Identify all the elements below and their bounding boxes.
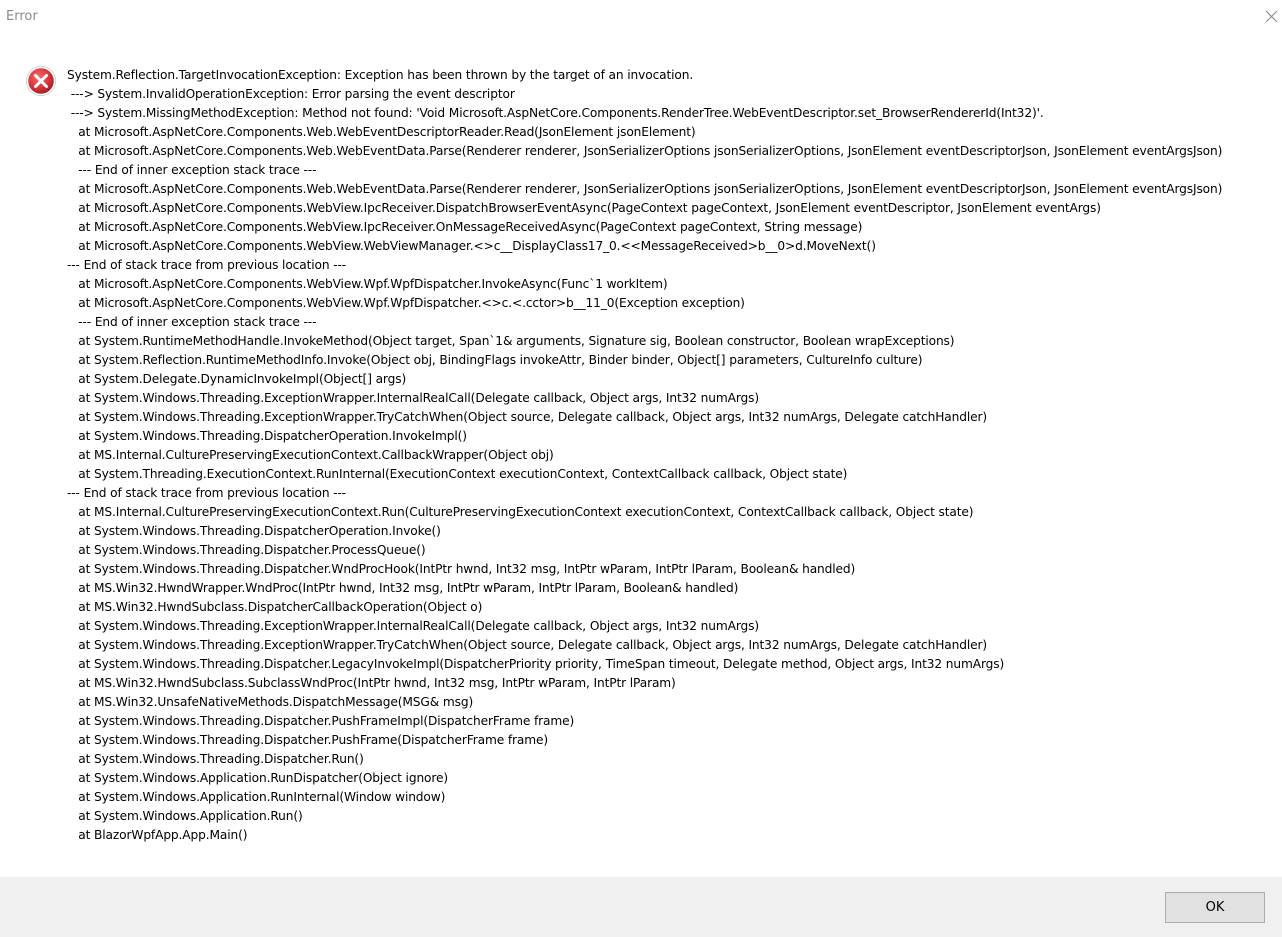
message-line: at MS.Internal.CulturePreservingExecutionContext.Run(CulturePreservingExecutionContext executionContext, ContextCallback callback, Object state)	[67, 505, 974, 519]
message-line: --- End of inner exception stack trace ---	[67, 163, 317, 177]
message-line: at Microsoft.AspNetCore.Components.WebView.WebViewManager.<>c__DisplayClass17_0.<<MessageReceived>b__0>d.MoveNext()	[67, 239, 876, 253]
ok-button[interactable]: OK	[1165, 892, 1265, 923]
error-icon	[25, 65, 57, 97]
message-line: at MS.Win32.HwndWrapper.WndProc(IntPtr hwnd, Int32 msg, IntPtr wParam, IntPtr lParam, Boolean& handled)	[67, 581, 739, 595]
dialog-content	[0, 34, 1282, 877]
message-line: at MS.Win32.UnsafeNativeMethods.DispatchMessage(MSG& msg)	[67, 695, 474, 709]
message-line: at System.Windows.Threading.Dispatcher.WndProcHook(IntPtr hwnd, Int32 msg, IntPtr wParam, IntPtr lParam, Boolean& handled)	[67, 562, 856, 576]
message-line: at MS.Win32.HwndSubclass.SubclassWndProc(IntPtr hwnd, Int32 msg, IntPtr wParam, IntPtr lParam)	[67, 676, 676, 690]
error-message	[67, 66, 1222, 845]
message-line: at System.Windows.Threading.Dispatcher.Run()	[67, 752, 364, 766]
message-line: at Microsoft.AspNetCore.Components.WebView.IpcReceiver.OnMessageReceivedAsync(PageContext pageContext, String message)	[67, 220, 863, 234]
title-bar	[0, 0, 1282, 34]
message-line: at System.Windows.Threading.ExceptionWrapper.InternalRealCall(Delegate callback, Object args, Int32 numArgs)	[67, 619, 760, 633]
message-line: at System.Windows.Threading.Dispatcher.ProcessQueue()	[67, 543, 426, 557]
dialog-footer	[0, 877, 1282, 937]
message-line: at Microsoft.AspNetCore.Components.WebView.IpcReceiver.DispatchBrowserEventAsync(PageContext pageContext, JsonElement eventDescriptor, JsonElement eventArgs)	[67, 201, 1101, 215]
message-line: at System.Windows.Threading.ExceptionWrapper.TryCatchWhen(Object source, Delegate callback, Object args, Int32 numArgs, Delegate catchHandler)	[67, 638, 988, 652]
message-line: --- End of stack trace from previous location ---	[67, 258, 347, 272]
window-title: Error	[6, 9, 38, 24]
message-line: at BlazorWpfApp.App.Main()	[67, 828, 248, 842]
message-line: at MS.Win32.HwndSubclass.DispatcherCallbackOperation(Object o)	[67, 600, 483, 614]
message-line: at Microsoft.AspNetCore.Components.Web.WebEventData.Parse(Renderer renderer, JsonSerializerOptions jsonSerializerOptions, JsonElement eventDescriptorJson, JsonElement eventArgsJson)	[67, 144, 1223, 158]
close-icon	[1265, 10, 1278, 23]
message-line: at MS.Internal.CulturePreservingExecutionContext.CallbackWrapper(Object obj)	[67, 448, 554, 462]
message-line: System.Reflection.TargetInvocationException: Exception has been thrown by the target of an invocation.	[67, 68, 694, 82]
message-line: at System.Windows.Threading.Dispatcher.PushFrameImpl(DispatcherFrame frame)	[67, 714, 575, 728]
message-line: at System.Windows.Application.Run()	[67, 809, 303, 823]
message-line: at Microsoft.AspNetCore.Components.Web.WebEventDescriptorReader.Read(JsonElement jsonElement)	[67, 125, 696, 139]
message-line: at System.Windows.Application.RunInternal(Window window)	[67, 790, 446, 804]
message-line: at Microsoft.AspNetCore.Components.WebView.Wpf.WpfDispatcher.InvokeAsync(Func`1 workItem)	[67, 277, 668, 291]
message-line: ---> System.InvalidOperationException: Error parsing the event descriptor	[67, 87, 515, 101]
message-line: at System.Windows.Threading.DispatcherOperation.InvokeImpl()	[67, 429, 467, 443]
message-line: at Microsoft.AspNetCore.Components.Web.WebEventData.Parse(Renderer renderer, JsonSerializerOptions jsonSerializerOptions, JsonElement eventDescriptorJson, JsonElement eventArgsJson)	[67, 182, 1223, 196]
message-line: at System.Windows.Threading.ExceptionWrapper.InternalRealCall(Delegate callback, Object args, Int32 numArgs)	[67, 391, 760, 405]
message-line: --- End of stack trace from previous location ---	[67, 486, 347, 500]
message-line: at System.Windows.Threading.ExceptionWrapper.TryCatchWhen(Object source, Delegate callback, Object args, Int32 numArgs, Delegate catchHandler)	[67, 410, 988, 424]
message-line: at System.Windows.Application.RunDispatcher(Object ignore)	[67, 771, 449, 785]
message-line: ---> System.MissingMethodException: Method not found: 'Void Microsoft.AspNetCore.Components.RenderTree.WebEventDescriptor.set_BrowserRendererId(Int32)'.	[67, 106, 1044, 120]
message-line: at System.Windows.Threading.Dispatcher.LegacyInvokeImpl(DispatcherPriority priority, TimeSpan timeout, Delegate method, Object args, Int32 numArgs)	[67, 657, 1005, 671]
message-line: at Microsoft.AspNetCore.Components.WebView.Wpf.WpfDispatcher.<>c.<.cctor>b__11_0(Exception exception)	[67, 296, 745, 310]
message-line: at System.RuntimeMethodHandle.InvokeMethod(Object target, Span`1& arguments, Signature sig, Boolean constructor, Boolean wrapExceptions)	[67, 334, 955, 348]
message-line: at System.Reflection.RuntimeMethodInfo.Invoke(Object obj, BindingFlags invokeAttr, Binder binder, Object[] parameters, CultureInfo culture)	[67, 353, 923, 367]
message-line: at System.Windows.Threading.DispatcherOperation.Invoke()	[67, 524, 441, 538]
message-line: at System.Delegate.DynamicInvokeImpl(Object[] args)	[67, 372, 407, 386]
message-line: at System.Windows.Threading.Dispatcher.PushFrame(DispatcherFrame frame)	[67, 733, 549, 747]
message-line: --- End of inner exception stack trace ---	[67, 315, 317, 329]
message-line: at System.Threading.ExecutionContext.RunInternal(ExecutionContext executionContext, ContextCallback callback, Object state)	[67, 467, 848, 481]
close-button[interactable]	[1260, 0, 1282, 32]
